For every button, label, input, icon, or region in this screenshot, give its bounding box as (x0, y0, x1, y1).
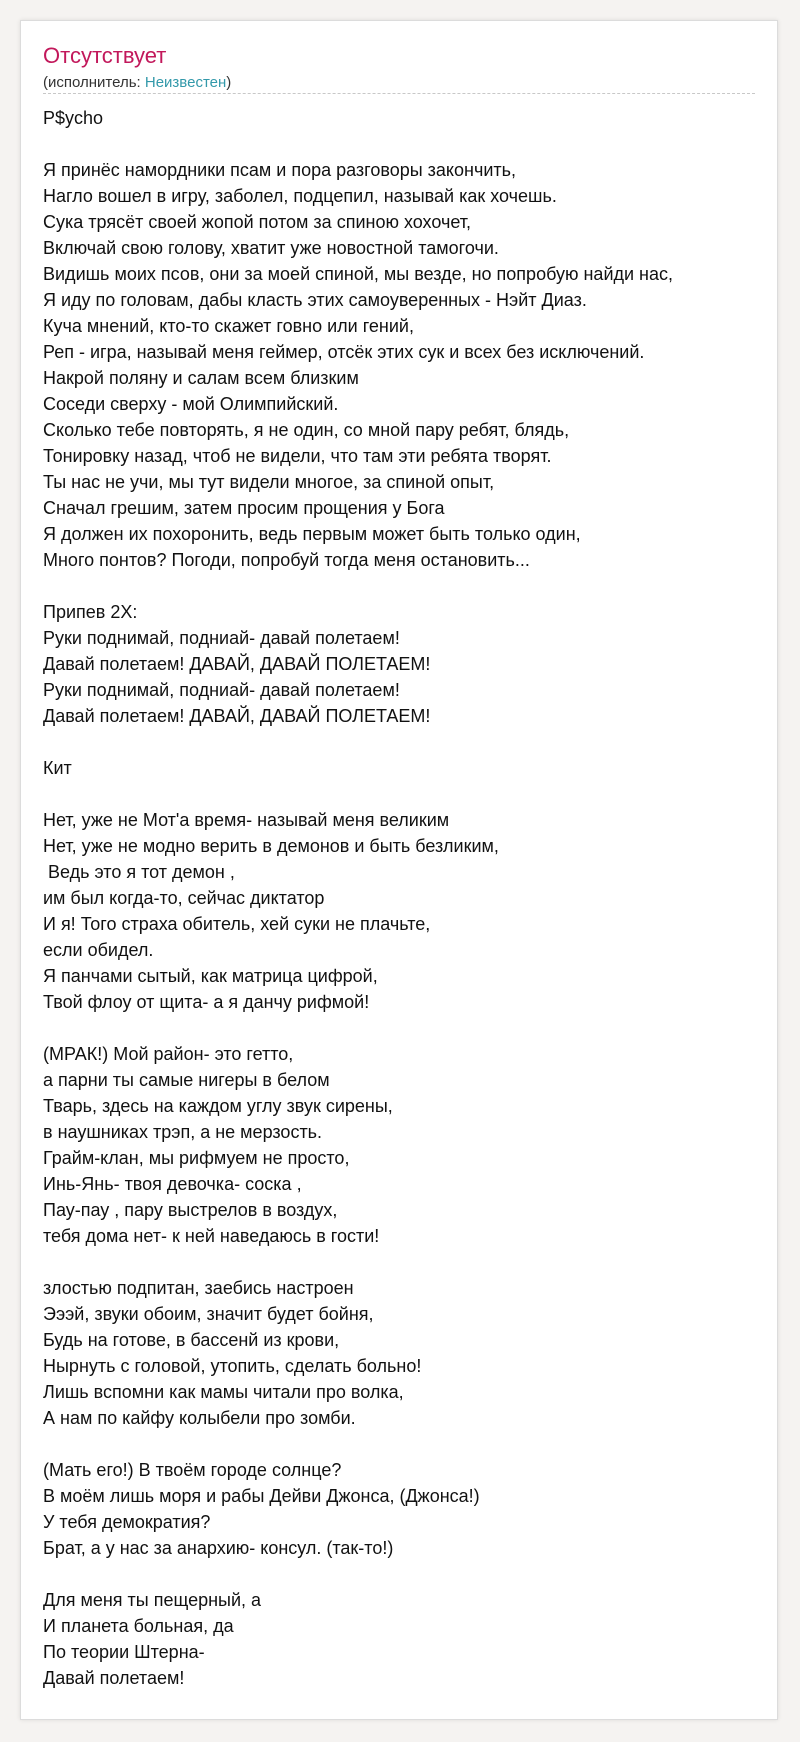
lyric-line: Я иду по головам, дабы класть этих самоуверенных - Нэйт Диаз. (43, 290, 587, 310)
lyric-line: (МРАК!) Мой район- это гетто, (43, 1044, 294, 1064)
lyric-line (43, 781, 767, 807)
lyric-line: Нет, уже не Мот'а время- называй меня великим (43, 810, 450, 830)
lyric-line: Накрой поляну и салам всем близким (43, 368, 359, 388)
lyric-line: если обидел. (43, 940, 154, 960)
lyric-line: Много понтов? Погоди, попробуй тогда меня остановить... (43, 550, 530, 570)
lyrics-text (43, 105, 767, 1691)
artist-link[interactable]: Неизвестен (144, 74, 227, 91)
lyric-line: Включай свою голову, хватит уже новостной тамогочи. (43, 238, 499, 258)
lyric-line: им был когда-то, сейчас диктатор (43, 888, 325, 908)
artist-prefix: (исполнитель: (43, 74, 145, 91)
lyric-line: Будь на готове, в бассенй из крови, (43, 1330, 340, 1350)
lyric-line: Тварь, здесь на каждом углу звук сирены, (43, 1096, 393, 1116)
lyric-line: Нагло вошел в игру, заболел, подцепил, называй как хочешь. (43, 186, 557, 206)
song-title: Отсутствует (43, 43, 167, 68)
lyric-line: Руки поднимай, подниай- давай полетаем! (43, 680, 400, 700)
lyric-line: Лишь вспомни как мамы читали про волка, (43, 1382, 404, 1402)
lyric-line: (Мать его!) В твоём городе солнце? (43, 1460, 342, 1480)
lyric-line: Куча мнений, кто-то скажет говно или гений, (43, 316, 414, 336)
lyric-line: В моём лишь моря и рабы Дейви Джонса, (Джонса!) (43, 1486, 480, 1506)
lyric-line: Давай полетаем! (43, 1668, 185, 1688)
lyric-line: в наушниках трэп, а не мерзость. (43, 1122, 323, 1142)
artist-suffix: ) (226, 74, 232, 91)
lyric-line: Ты нас не учи, мы тут видели многое, за спиной опыт, (43, 472, 495, 492)
lyric-line: P$ycho (43, 108, 104, 128)
lyric-line: У тебя демократия? (43, 1512, 211, 1532)
lyric-line: Я должен их похоронить, ведь первым может быть только один, (43, 524, 581, 544)
lyric-line: злостью подпитан, заебись настроен (43, 1278, 354, 1298)
lyric-line: Припев 2X: (43, 602, 138, 622)
lyrics-card (20, 20, 778, 1720)
lyric-line (43, 1249, 767, 1275)
artist-line (43, 74, 231, 92)
lyric-line: Тонировку назад, чтоб не видели, что там эти ребята творят. (43, 446, 552, 466)
header-divider (43, 93, 755, 94)
lyric-line: И планета больная, да (43, 1616, 234, 1636)
lyric-line (43, 1561, 767, 1587)
lyric-line: Кит (43, 758, 72, 778)
lyric-line: Давай полетаем! ДАВАЙ, ДАВАЙ ПОЛЕТАЕМ! (43, 706, 431, 726)
lyric-line: тебя дома нет- к ней наведаюсь в гости! (43, 1226, 380, 1246)
lyric-line: Пау-пау , пару выстрелов в воздух, (43, 1200, 338, 1220)
lyric-line: Я панчами сытый, как матрица цифрой, (43, 966, 378, 986)
lyric-line: Грайм-клан, мы рифмуем не просто, (43, 1148, 350, 1168)
lyric-line: Руки поднимай, подниай- давай полетаем! (43, 628, 400, 648)
lyric-line: Для меня ты пещерный, а (43, 1590, 262, 1610)
lyric-line: Ведь это я тот демон , (43, 862, 235, 882)
lyric-line (43, 573, 767, 599)
lyric-line: Сколько тебе повторять, я не один, со мной пару ребят, блядь, (43, 420, 570, 440)
lyric-line: Реп - игра, называй меня геймер, отсёк этих сук и всех без исключений. (43, 342, 645, 362)
lyric-line: Давай полетаем! ДАВАЙ, ДАВАЙ ПОЛЕТАЕМ! (43, 654, 431, 674)
lyric-line: а парни ты самые нигеры в белом (43, 1070, 330, 1090)
lyric-line: Нырнуть с головой, утопить, сделать больно! (43, 1356, 422, 1376)
lyric-line: Инь-Янь- твоя девочка- соска , (43, 1174, 302, 1194)
lyric-line: Брат, а у нас за анархию- консул. (так-то!) (43, 1538, 394, 1558)
lyric-line (43, 131, 767, 157)
lyric-line: Я принёс намордники псам и пора разговоры закончить, (43, 160, 517, 180)
lyric-line (43, 1015, 767, 1041)
lyric-line: Сначал грешим, затем просим прощения у Бога (43, 498, 445, 518)
lyric-line: И я! Того страха обитель, хей суки не плачьте, (43, 914, 431, 934)
lyric-line: По теории Штерна- (43, 1642, 205, 1662)
lyric-line: А нам по кайфу колыбели про зомби. (43, 1408, 356, 1428)
lyric-line: Видишь моих псов, они за моей спиной, мы везде, но попробую найди нас, (43, 264, 674, 284)
lyric-line (43, 729, 767, 755)
lyric-line: Сука трясёт своей жопой потом за спиною хохочет, (43, 212, 472, 232)
lyric-line: Эээй, звуки обоим, значит будет бойня, (43, 1304, 374, 1324)
lyric-line (43, 1431, 767, 1457)
lyric-line: Твой флоу от щита- а я данчу рифмой! (43, 992, 370, 1012)
lyric-line: Соседи сверху - мой Олимпийский. (43, 394, 339, 414)
lyric-line: Нет, уже не модно верить в демонов и быть безликим, (43, 836, 499, 856)
